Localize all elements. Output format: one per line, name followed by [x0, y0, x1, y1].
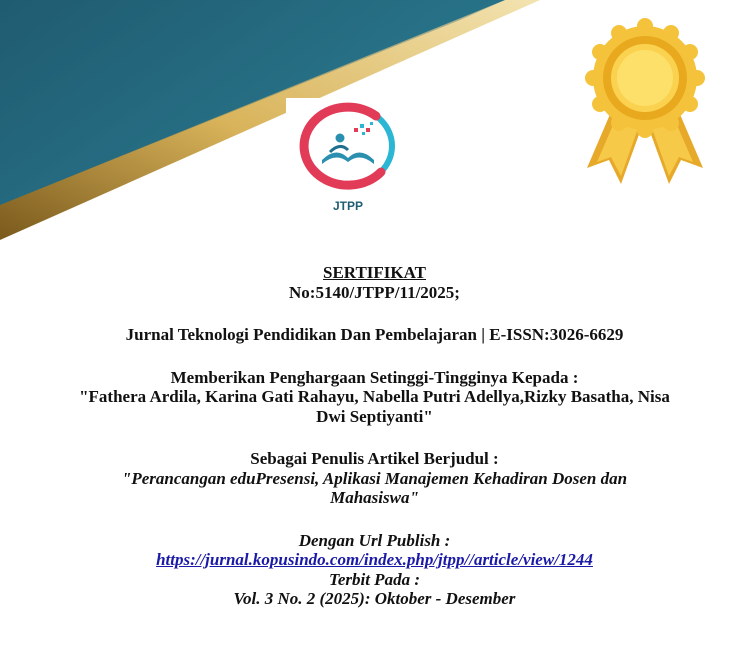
recipients-line-1: "Fathera Ardila, Karina Gati Rahayu, Nabella Putri Adellya,Rizky Basatha, Nisa — [79, 387, 670, 406]
jtpp-logo-icon — [286, 98, 410, 218]
article-title-line-2: Mahasiswa" — [330, 488, 419, 507]
issue-info: Vol. 3 No. 2 (2025): Oktober - Desember — [233, 589, 516, 608]
url-label: Dengan Url Publish : — [298, 530, 451, 550]
recipients-line-2: Dwi Septiyanti" — [316, 406, 433, 426]
journal-name: Jurnal Teknologi Pendidikan Dan Pembelajaran | E-ISSN:3026-6629 — [125, 325, 624, 344]
published-label: Terbit Pada : — [329, 569, 420, 589]
certificate-body — [0, 263, 749, 609]
author-label: Sebagai Penulis Artikel Berjudul : — [250, 449, 499, 468]
certificate-title: SERTIFIKAT — [322, 263, 426, 282]
logo-text: JTPP — [332, 199, 364, 213]
certificate-number: No:5140/JTPP/11/2025; — [289, 282, 460, 302]
article-url-link[interactable]: https://jurnal.kopusindo.com/index.php/jtpp//article/view/1244 — [156, 550, 593, 569]
article-title-line-1: "Perancangan eduPresensi, Aplikasi Manajemen Kehadiran Dosen dan — [121, 468, 628, 488]
award-line: Memberikan Penghargaan Setinggi-Tingginya Kepada : — [170, 367, 579, 387]
award-ribbon-icon — [575, 18, 715, 186]
